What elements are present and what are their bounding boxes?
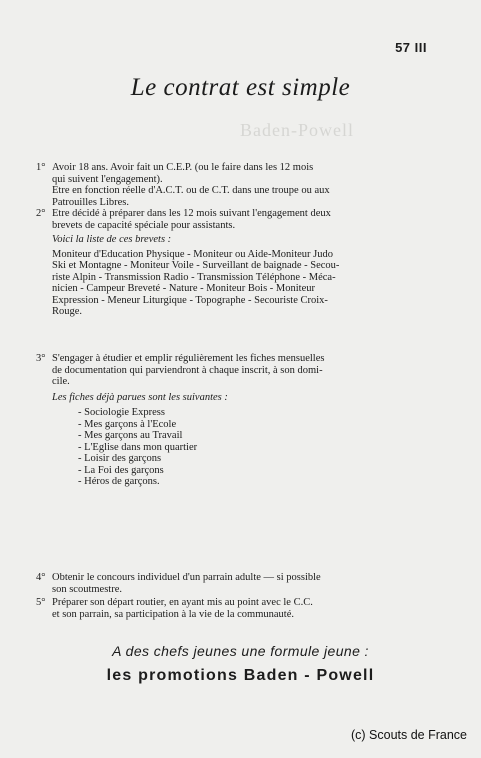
closing-tagline: A des chefs jeunes une formule jeune : <box>112 643 369 659</box>
item-line: son scoutmestre. <box>52 583 122 595</box>
closing-headline: les promotions Baden - Powell <box>106 667 375 684</box>
item-line: de documentation qui parviendront à chaque inscrit, à son domi- <box>52 364 323 376</box>
brevets-line: Expression - Meneur Liturgique - Topographe - Secouriste Croix- <box>52 294 328 306</box>
list-item: - Héros de garçons. <box>78 476 197 488</box>
item-line: S'engager à étudier et emplir régulièrement les fiches mensuelles <box>52 353 325 364</box>
item-number: 5° <box>36 597 46 608</box>
item-line: Avoir 18 ans. Avoir fait un C.E.P. (ou le faire dans les 12 mois <box>52 162 314 173</box>
copyright-notice: (c) Scouts de France <box>350 728 467 742</box>
item-line: Etre en fonction réelle d'A.C.T. ou de C.T. dans une troupe ou aux <box>52 185 330 196</box>
item-line: Etre décidé à préparer dans les 12 mois suivant l'engagement deux <box>52 208 331 219</box>
brevets-line: Rouge. <box>52 306 83 317</box>
item-line: cile. <box>52 376 70 387</box>
item-line: brevets de capacité spéciale pour assistants. <box>52 219 236 231</box>
item-line: Patrouilles Libres. <box>52 196 129 208</box>
list-item: - Loisir des garçons <box>78 453 197 465</box>
list-item: - La Foi des garçons <box>78 465 197 477</box>
fiches-list <box>78 407 197 488</box>
brevets-line: riste Alpin - Transmission Radio - Transmission Téléphone - Méca- <box>52 271 336 283</box>
brevets-line: nicien - Campeur Breveté - Nature - Moniteur Bois - Moniteur <box>52 283 316 294</box>
ghost-bleed-text: Baden-Powell <box>240 120 354 140</box>
item-line: et son parrain, sa participation à la vie de la communauté. <box>52 608 294 620</box>
list-item: - L'Eglise dans mon quartier <box>78 442 197 454</box>
brevets-line: Moniteur d'Education Physique - Moniteur ou Aide-Moniteur Judo <box>52 248 333 260</box>
brevets-line: Ski et Montagne - Moniteur Voile - Surveillant de baignade - Secou- <box>52 260 340 271</box>
item-number: 4° <box>36 572 46 583</box>
item-line: qui suivent l'engagement). <box>52 173 163 185</box>
fiches-heading: Les fiches déjà parues sont les suivantes : <box>52 391 228 403</box>
item-line: Obtenir le concours individuel d'un parrain adulte — si possible <box>52 572 321 583</box>
item-line: Préparer son départ routier, en ayant mis au point avec le C.C. <box>52 597 313 608</box>
item-number: 2° <box>36 208 46 219</box>
item-number: 1° <box>36 162 46 173</box>
list-item: - Sociologie Express <box>78 407 197 419</box>
brevets-heading: Voici la liste de ces brevets : <box>52 234 172 245</box>
item-number: 3° <box>36 353 46 364</box>
list-item: - Mes garçons au Travail <box>78 430 197 442</box>
page-number: 57 III <box>395 40 427 55</box>
page-title: Le contrat est simple <box>130 74 351 101</box>
list-item: - Mes garçons à l'Ecole <box>78 419 197 431</box>
